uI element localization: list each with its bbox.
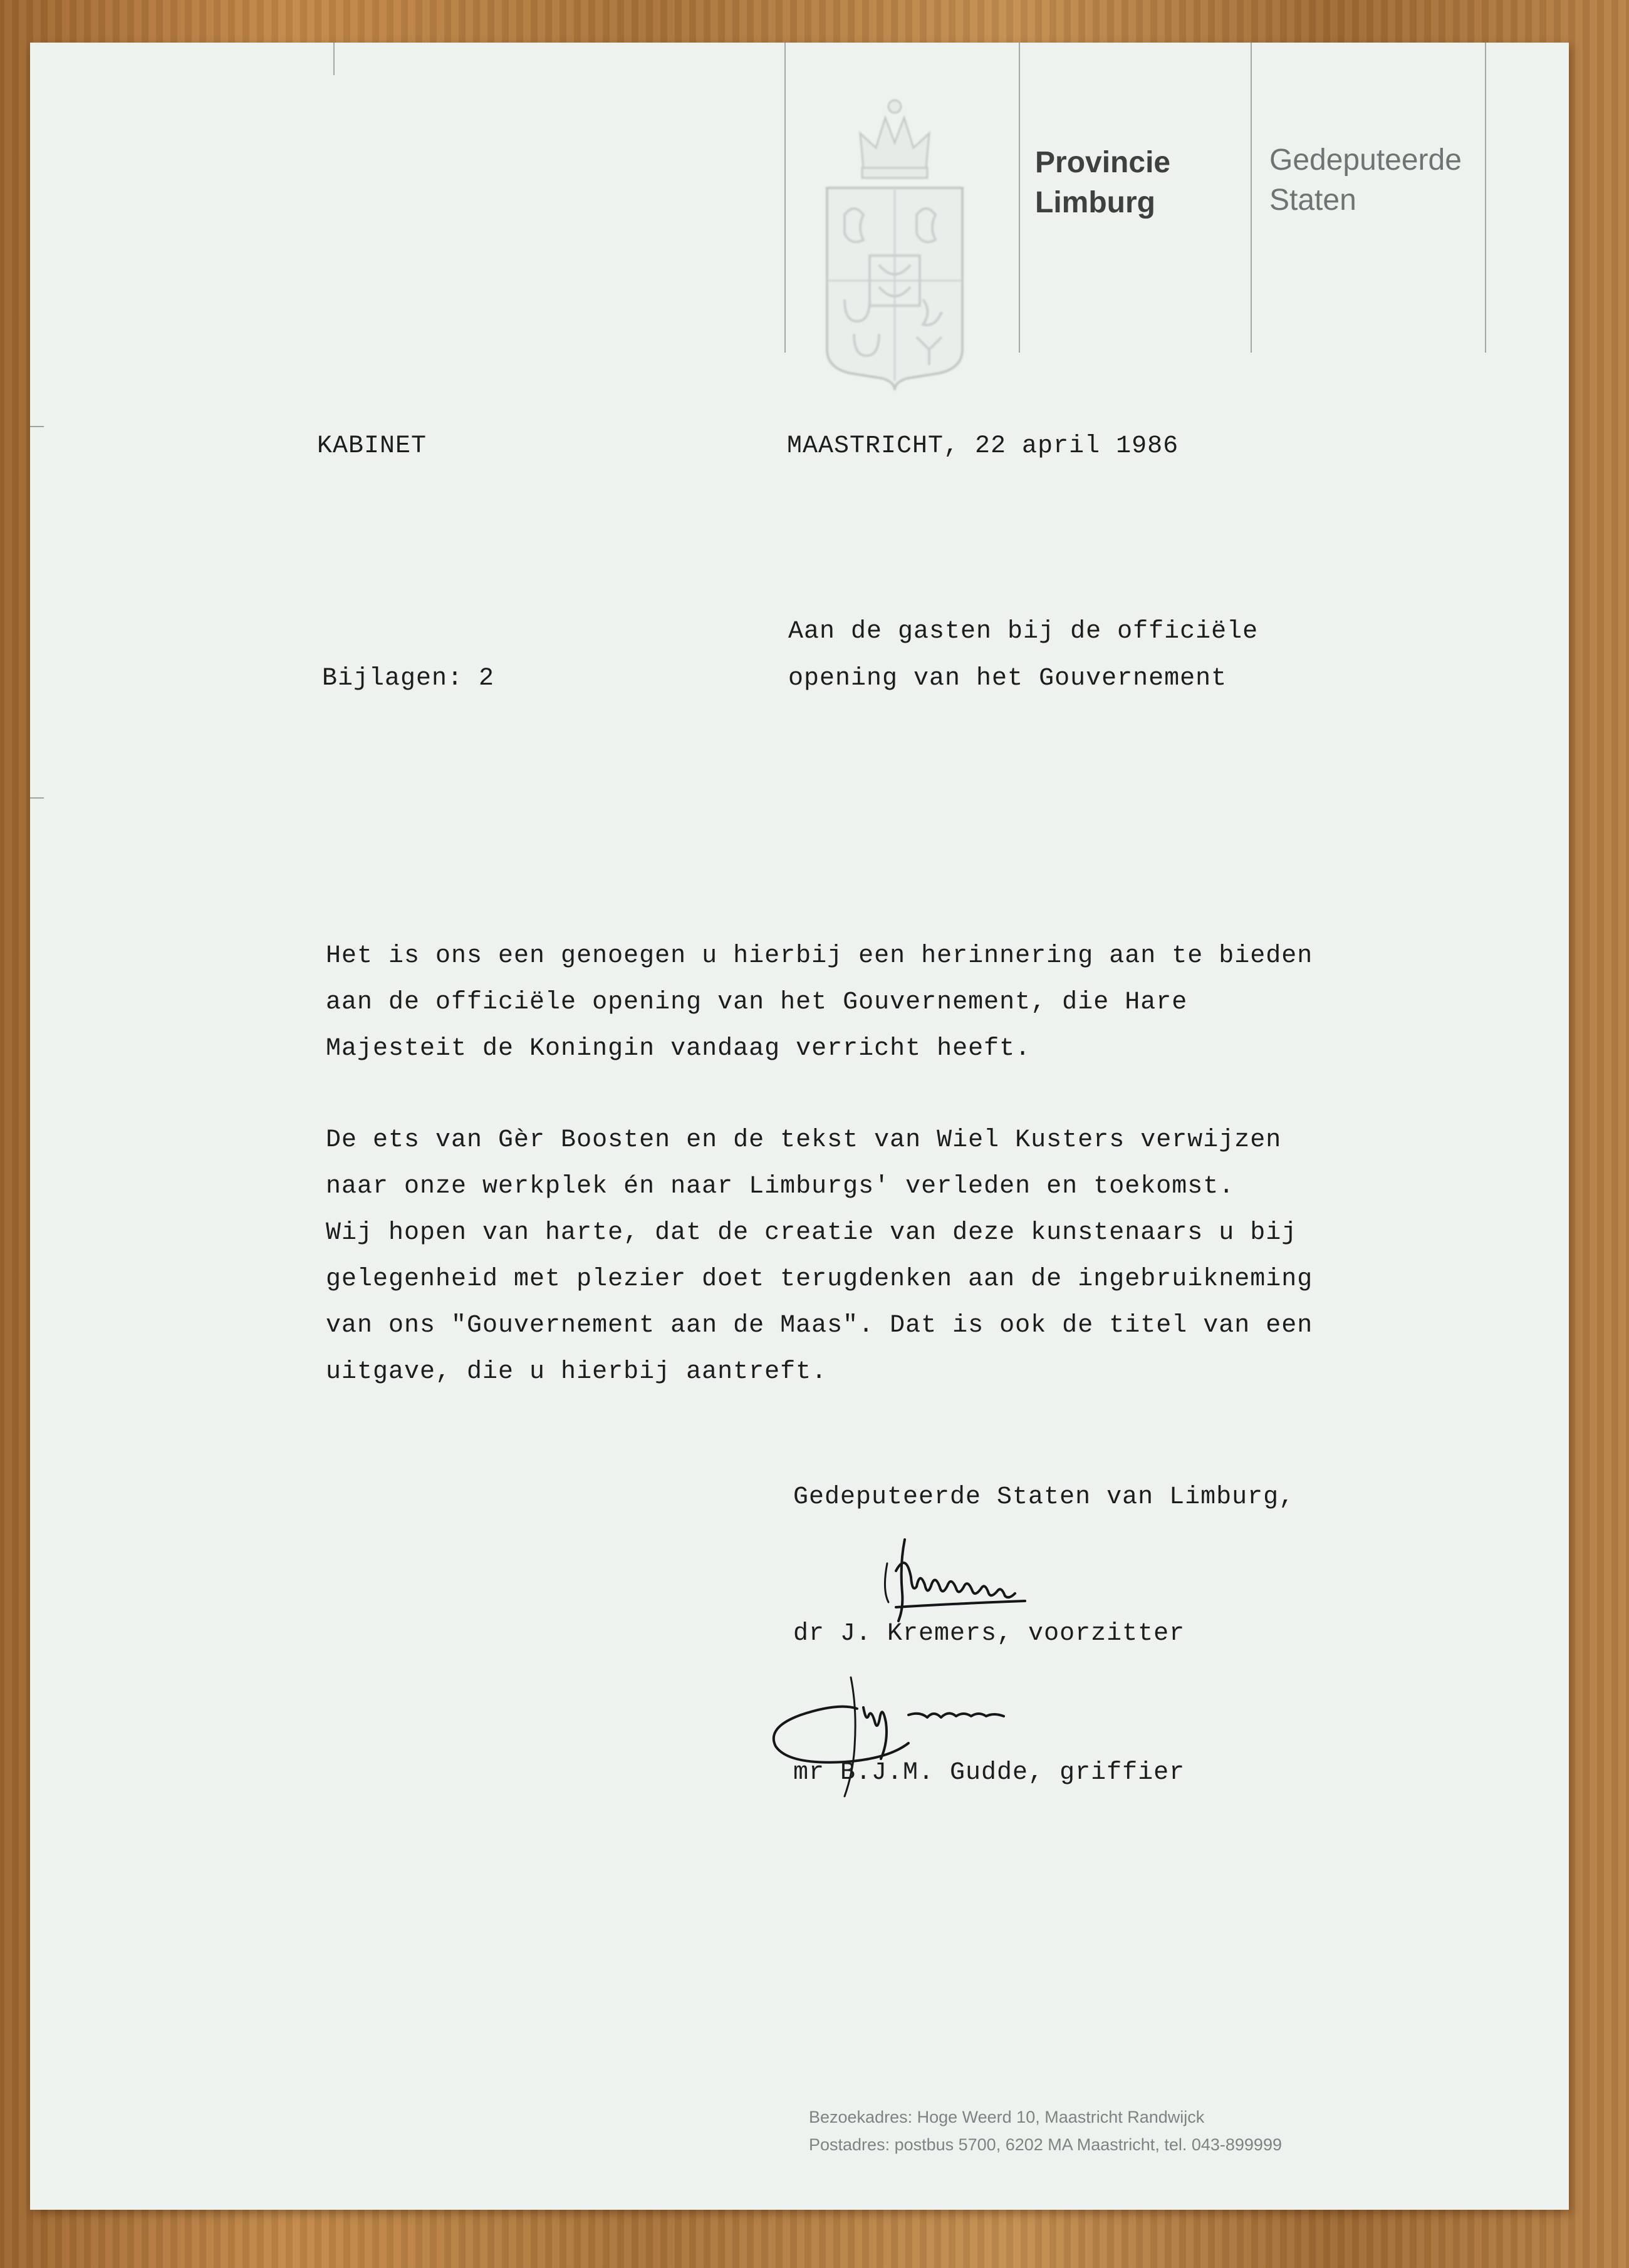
body-line: aan de officiële opening van het Gouvernement, die Hare	[326, 988, 1188, 1017]
letterhead-rule	[784, 43, 786, 353]
fold-mark	[30, 797, 44, 799]
body-line: uitgave, die u hierbij aantreft.	[326, 1358, 828, 1386]
body-line: Het is ons een genoegen u hierbij een herinnering aan te bieden	[326, 942, 1313, 970]
body-line: naar onze werkplek én naar Limburgs' verleden en toekomst.	[326, 1173, 1235, 1201]
attachments-count: Bijlagen: 2	[322, 665, 495, 693]
organization-name-line1: Provincie	[1035, 146, 1171, 179]
sender-line: Gedeputeerde Staten van Limburg,	[793, 1483, 1295, 1511]
body-line: gelegenheid met plezier doet terugdenken aan de ingebruikneming	[326, 1265, 1313, 1293]
footer-addresses	[809, 2103, 1282, 2158]
place-date: MAASTRICHT, 22 april 1986	[787, 432, 1179, 460]
letter-sheet	[30, 43, 1569, 2210]
body-line: De ets van Gèr Boosten en de tekst van Wiel Kusters verwijzen	[326, 1126, 1282, 1154]
body-line: Wij hopen van harte, dat de creatie van deze kunstenaars u bij	[326, 1219, 1298, 1247]
signatory-2: mr B.J.M. Gudde, griffier	[793, 1759, 1185, 1787]
organization-name-line2: Limburg	[1035, 186, 1155, 219]
department-name-line1: Gedeputeerde	[1269, 143, 1462, 177]
embossed-coat-of-arms-icon	[801, 74, 989, 393]
addressee-line2: opening van het Gouvernement	[788, 665, 1227, 693]
addressee-line1: Aan de gasten bij de officiële	[788, 618, 1259, 646]
body-paragraph-1	[326, 933, 1313, 1072]
letterhead-rule	[333, 43, 335, 75]
letterhead-rule	[1251, 43, 1252, 353]
department-name	[1269, 140, 1462, 220]
signature-gudde	[763, 1671, 1089, 1821]
department-name-line2: Staten	[1269, 184, 1356, 217]
body-line: Majesteit de Koningin vandaag verricht heeft.	[326, 1035, 1031, 1063]
section-label: KABINET	[317, 432, 427, 460]
letterhead-rule	[1485, 43, 1486, 353]
organization-name	[1035, 143, 1170, 223]
fold-mark	[30, 426, 44, 427]
signatory-1: dr J. Kremers, voorzitter	[793, 1620, 1185, 1648]
letterhead-rule	[1019, 43, 1020, 353]
visit-address: Bezoekadres: Hoge Weerd 10, Maastricht Randwijck	[809, 2108, 1205, 2126]
body-paragraph-2	[326, 1117, 1313, 1395]
postal-address: Postadres: postbus 5700, 6202 MA Maastricht, tel. 043-899999	[809, 2135, 1282, 2154]
body-line: van ons "Gouvernement aan de Maas". Dat is ook de titel van een	[326, 1312, 1313, 1340]
